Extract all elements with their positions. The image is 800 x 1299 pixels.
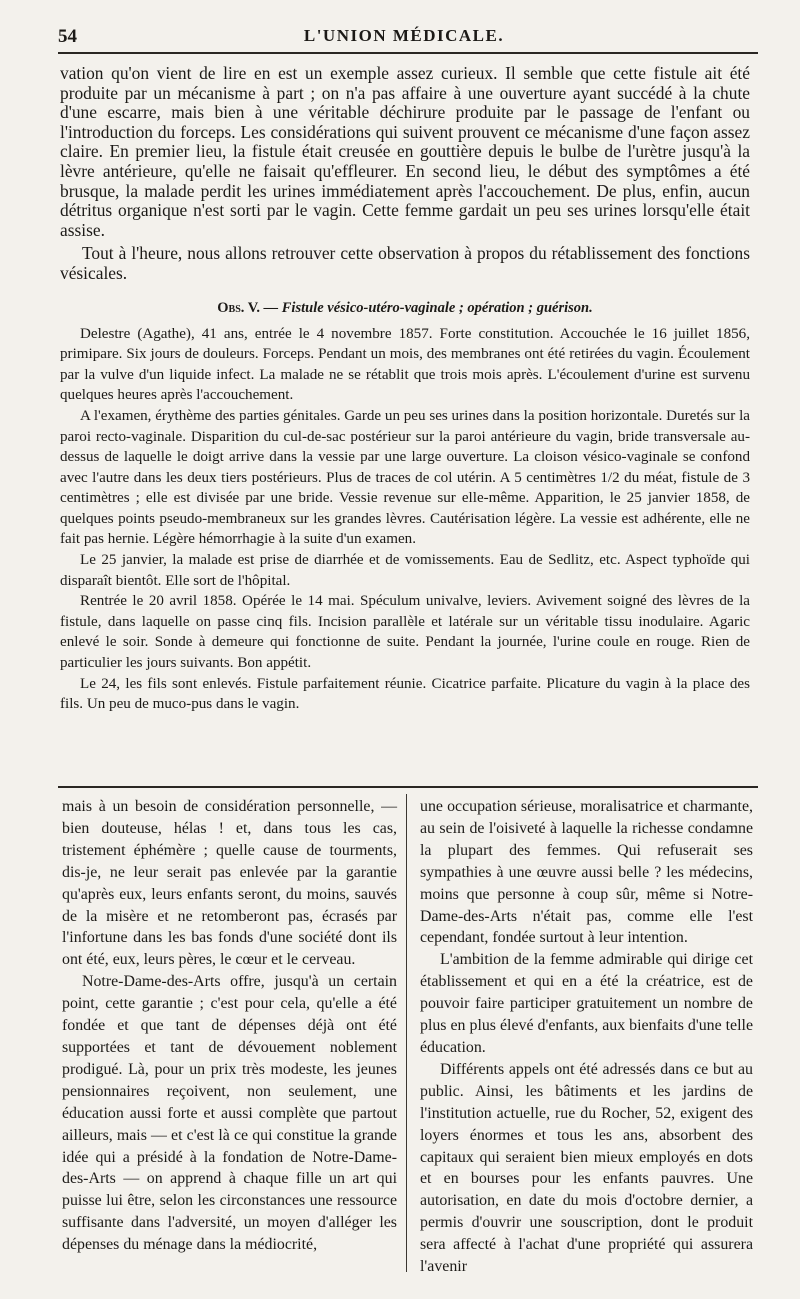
observation-label: Obs. V. xyxy=(217,299,261,316)
column-divider xyxy=(406,794,407,1272)
feuilleton-paragraph: une occupation sérieuse, moralisatrice et charmante, au sein de l'oisiveté à laquelle la richesse condamne la plupart des femmes. Qui refuserait ses sympathies à une œuvre aussi belle ? les médecins, moins que personne à coup sûr, même si Notre-Dame-des-Arts n'était pas, comme elle l'est cependant, fondée surtout à leur intention. xyxy=(420,798,753,947)
case-paragraph: Delestre (Agathe), 41 ans, entrée le 4 novembre 1857. Forte constitution. Accouchée le 16 juillet 1856, primipare. Six jours de douleurs. Forceps. Pendant un mois, des membranes ont été retirées du vagin. Écoulement par la vulve d'un liquide infect. La malade ne se rétablit que trois mois après. L'écoulement d'urine est survenu quelques heures après l'accouchement. xyxy=(60,325,750,404)
header-rule xyxy=(58,52,758,54)
case-paragraph: Le 24, les fils sont enlevés. Fistule parfaitement réunie. Cicatrice parfaite. Plicature du vagin à la place des fils. Un peu de muco-pus dans le vagin. xyxy=(60,675,750,713)
case-paragraph: Rentrée le 20 avril 1858. Opérée le 14 mai. Spéculum univalve, leviers. Avivement soigné des lèvres de la fistule, dans laquelle on passe cinq fils. Incision parallèle et latérale sur un véritable tissu inodulaire. Agaric enlevé le soir. Sonde à demeure qui fonctionne de suite. Pendant la journée, l'urine coule en rouge. Rien de particulier les jours suivants. Bon appétit. xyxy=(60,593,750,672)
running-title: L'UNION MÉDICALE. xyxy=(303,26,505,45)
feuilleton-left-column xyxy=(62,796,397,1256)
observation-heading xyxy=(60,298,750,318)
article-body xyxy=(60,64,750,715)
feuilleton-paragraph: Notre-Dame-des-Arts offre, jusqu'à un certain point, cette garantie ; c'est pour cela, qu'elle a été fondée et que tant de dépenses déjà ont été supportées et tant de dévouement noblement prodigué. Là, pour un prix très modeste, les jeunes pensionnaires reçoivent, non seulement, une éducation aussi forte et aussi complète que partout ailleurs, mais — et c'est là ce qui constitue la grande idée qui a présidé à la fondation de Notre-Dame-des-Arts — on apprend à chaque fille un art qui puisse lui être, selon les circonstances une ressource suffisante dans l'adversité, un moyen d'alléger les dépenses du ménage dans la médiocrité, xyxy=(62,973,397,1254)
case-paragraph: Le 25 janvier, la malade est prise de diarrhée et de vomissements. Eau de Sedlitz, etc. Aspect typhoïde qui disparaît bientôt. Elle sort de l'hôpital. xyxy=(60,552,750,589)
page-header xyxy=(58,22,750,52)
feuilleton-right-column xyxy=(420,796,753,1278)
feuilleton-rule xyxy=(58,786,758,788)
case-paragraph: A l'examen, érythème des parties génitales. Garde un peu ses urines dans la position horizontale. Duretés sur la paroi recto-vaginale. Disparition du cul-de-sac postérieur sur la paroi antérieure du vagin, bride transversale au-dessus de laquelle le doigt arrive dans la vessie par une large ouverture. La cloison vésico-vaginale se confond avec l'autre dans les deux tiers postérieurs. Plus de traces de col utérin. A 5 centimètres 1/2 du méat, fistule de 3 centimètres ; elle est divisée par une bride. Vessie revenue sur elle-même. Apparition, le 25 janvier 1858, de quelques points pseudo-membraneux sur les grandes lèvres. Cautérisation légère. La vessie est adhérente, elle ne fait pas hernie. Légère hémorrhagie à la suite d'un examen. xyxy=(60,407,750,548)
feuilleton-paragraph: L'ambition de la femme admirable qui dirige cet établissement et qui en a été la créatrice, est de pouvoir faire participer gratuitement un nombre de plus en plus élevé d'enfants, aux bienfaits d'une telle éducation. xyxy=(420,951,753,1056)
observation-title: — Fistule vésico-utéro-vaginale ; opération ; guérison. xyxy=(263,299,593,316)
article-paragraph: Tout à l'heure, nous allons retrouver cette observation à propos du rétablissement des fonctions vésicales. xyxy=(60,243,750,283)
feuilleton-paragraph: Différents appels ont été adressés dans ce but au public. Ainsi, les bâtiments et les jardins de l'institution actuelle, rue du Rocher, 52, exigent des loyers énormes et tous les ans, absorbent des capitaux qui seraient bien mieux employés en dots et en bourses pour les enfants pauvres. Une autorisation, en date du mois d'octobre dernier, a permis d'ouvrir une souscription, dont le produit sera affecté à l'achat d'une propriété qui assurera l'avenir xyxy=(420,1060,753,1276)
article-paragraph: vation qu'on vient de lire en est un exemple assez curieux. Il semble que cette fistule ait été produite par un mécanisme à part ; on n'a pas affaire à une ouverture ayant succédé à la chute d'une escarre, mais bien à une véritable déchirure produite par le passage de l'enfant ou l'introduction du forceps. Les considérations qui suivent prouvent ce mécanisme d'une façon assez claire. En premier lieu, la fistule était creusée en gouttière depuis le bulbe de l'urètre jusqu'à la lèvre antérieure, qu'elle ne faisait qu'effleurer. En second lieu, le début des symptômes a été brusque, la malade perdit les urines immédiatement après l'accouchement. De plus, enfin, aucun détritus organique n'est sorti par le vagin. Cette femme gardait un peu ses urines lorsqu'elle était assise. xyxy=(60,63,750,240)
feuilleton-paragraph: mais à un besoin de considération personnelle, — bien douteuse, hélas ! et, dans tous les cas, tristement éphémère ; quelle cause de tourments, dis-je, ne leur serait pas enlevée par la garantie qu'après eux, leurs enfants seront, du moins, sauvés de la misère et ne retomberont pas, écrasés par l'infortune dans les bas fonds d'une société dont ils ont été, eux, leurs pères, le cœur et le cerveau. xyxy=(62,798,397,969)
page-number: 54 xyxy=(58,26,77,47)
